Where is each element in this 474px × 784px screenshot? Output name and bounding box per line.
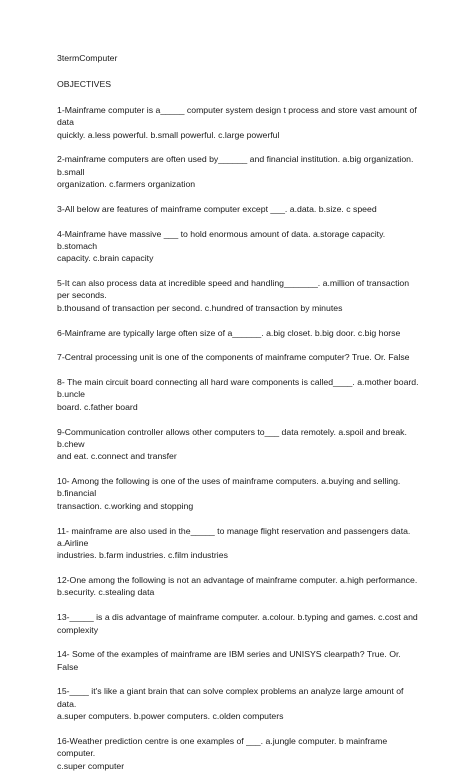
question-item [57,376,422,413]
question-line: 5-It can also process data at incredible speed and handling_______. a.million of transaction per seconds. [57,278,410,301]
question-line: b.security. c.stealing data [57,587,155,598]
question-line: 9-Communication controller allows other computers to___ data remotely. a.spoil and break. b.chew [57,426,407,449]
question-item [57,475,422,512]
question-line: board. c.father board [57,401,138,412]
question-line: 1-Mainframe computer is a_____ computer system design t process and store vast amount of data [57,104,417,128]
question-item [57,228,422,265]
question-line: quickly. a.less powerful. b.small powerful. c.large powerful [57,129,280,140]
question-line: transaction. c.working and stopping [57,500,194,511]
question-line: capacity. c.brain capacity [57,253,154,264]
question-item [57,277,422,314]
question-item [57,327,422,339]
question-line: b.thousand of transaction per second. c.hundred of transaction by minutes [57,302,343,313]
question-line: complexity [57,624,99,635]
question-line: 11- mainframe are also used in the_____ to manage flight reservation and passengers data. a.Airline [57,525,411,548]
question-line: and eat. c.connect and transfer [57,451,177,462]
question-item [57,525,422,562]
question-item [57,648,422,673]
question-line: organization. c.farmers organization [57,179,196,190]
question-item [57,611,422,636]
question-item [57,426,422,463]
question-item [57,153,422,190]
question-line: 12-One among the following is not an advantage of mainframe computer. a.high performance. [57,575,418,586]
question-line: 8- The main circuit board connecting all hard ware components is called____. a.mother board. b.uncle [57,376,419,400]
question-item [57,735,422,772]
question-line: 3-All below are features of mainframe computer except ___. a.data. b.size. c speed [57,203,377,214]
question-line: 14- Some of the examples of mainframe are IBM series and UNISYS clearpath? True. Or. False [57,649,401,672]
document-page [57,52,422,784]
question-line: c.super computer [57,760,125,771]
question-line: a.super computers. b.power computers. c.olden computers [57,711,284,722]
question-line: 2-mainframe computers are often used by______ and financial institution. a.big organization. b.small [57,154,414,177]
question-item [57,351,422,363]
question-item [57,574,422,599]
question-line: industries. b.farm industries. c.film industries [57,550,228,561]
question-line: 10- Among the following is one of the uses of mainframe computers. a.buying and selling. b.financial [57,476,401,499]
question-item [57,203,422,215]
question-item [57,104,422,141]
document-title: 3termComputer [57,53,118,63]
question-line: 13-_____ is a dis advantage of mainframe computer. a.colour. b.typing and games. c.cost and [57,612,418,623]
question-line: 6-Mainframe are typically large often size of a______. a.big closet. b.big door. c.big horse [57,327,401,338]
question-line: 7-Central processing unit is one of the components of mainframe computer? True. Or. False [57,352,410,363]
question-item [57,685,422,722]
question-line: 15-____ it's like a giant brain that can solve complex problems an analyze large amount of data. [57,686,404,709]
question-line: 16-Weather prediction centre is one examples of ___. a.jungle computer. b mainframe computer. [57,735,388,759]
question-list [57,104,422,772]
question-line: 4-Mainframe have massive ___ to hold enormous amount of data. a.storage capacity. b.stomach [57,228,386,251]
section-heading: OBJECTIVES [57,79,112,90]
